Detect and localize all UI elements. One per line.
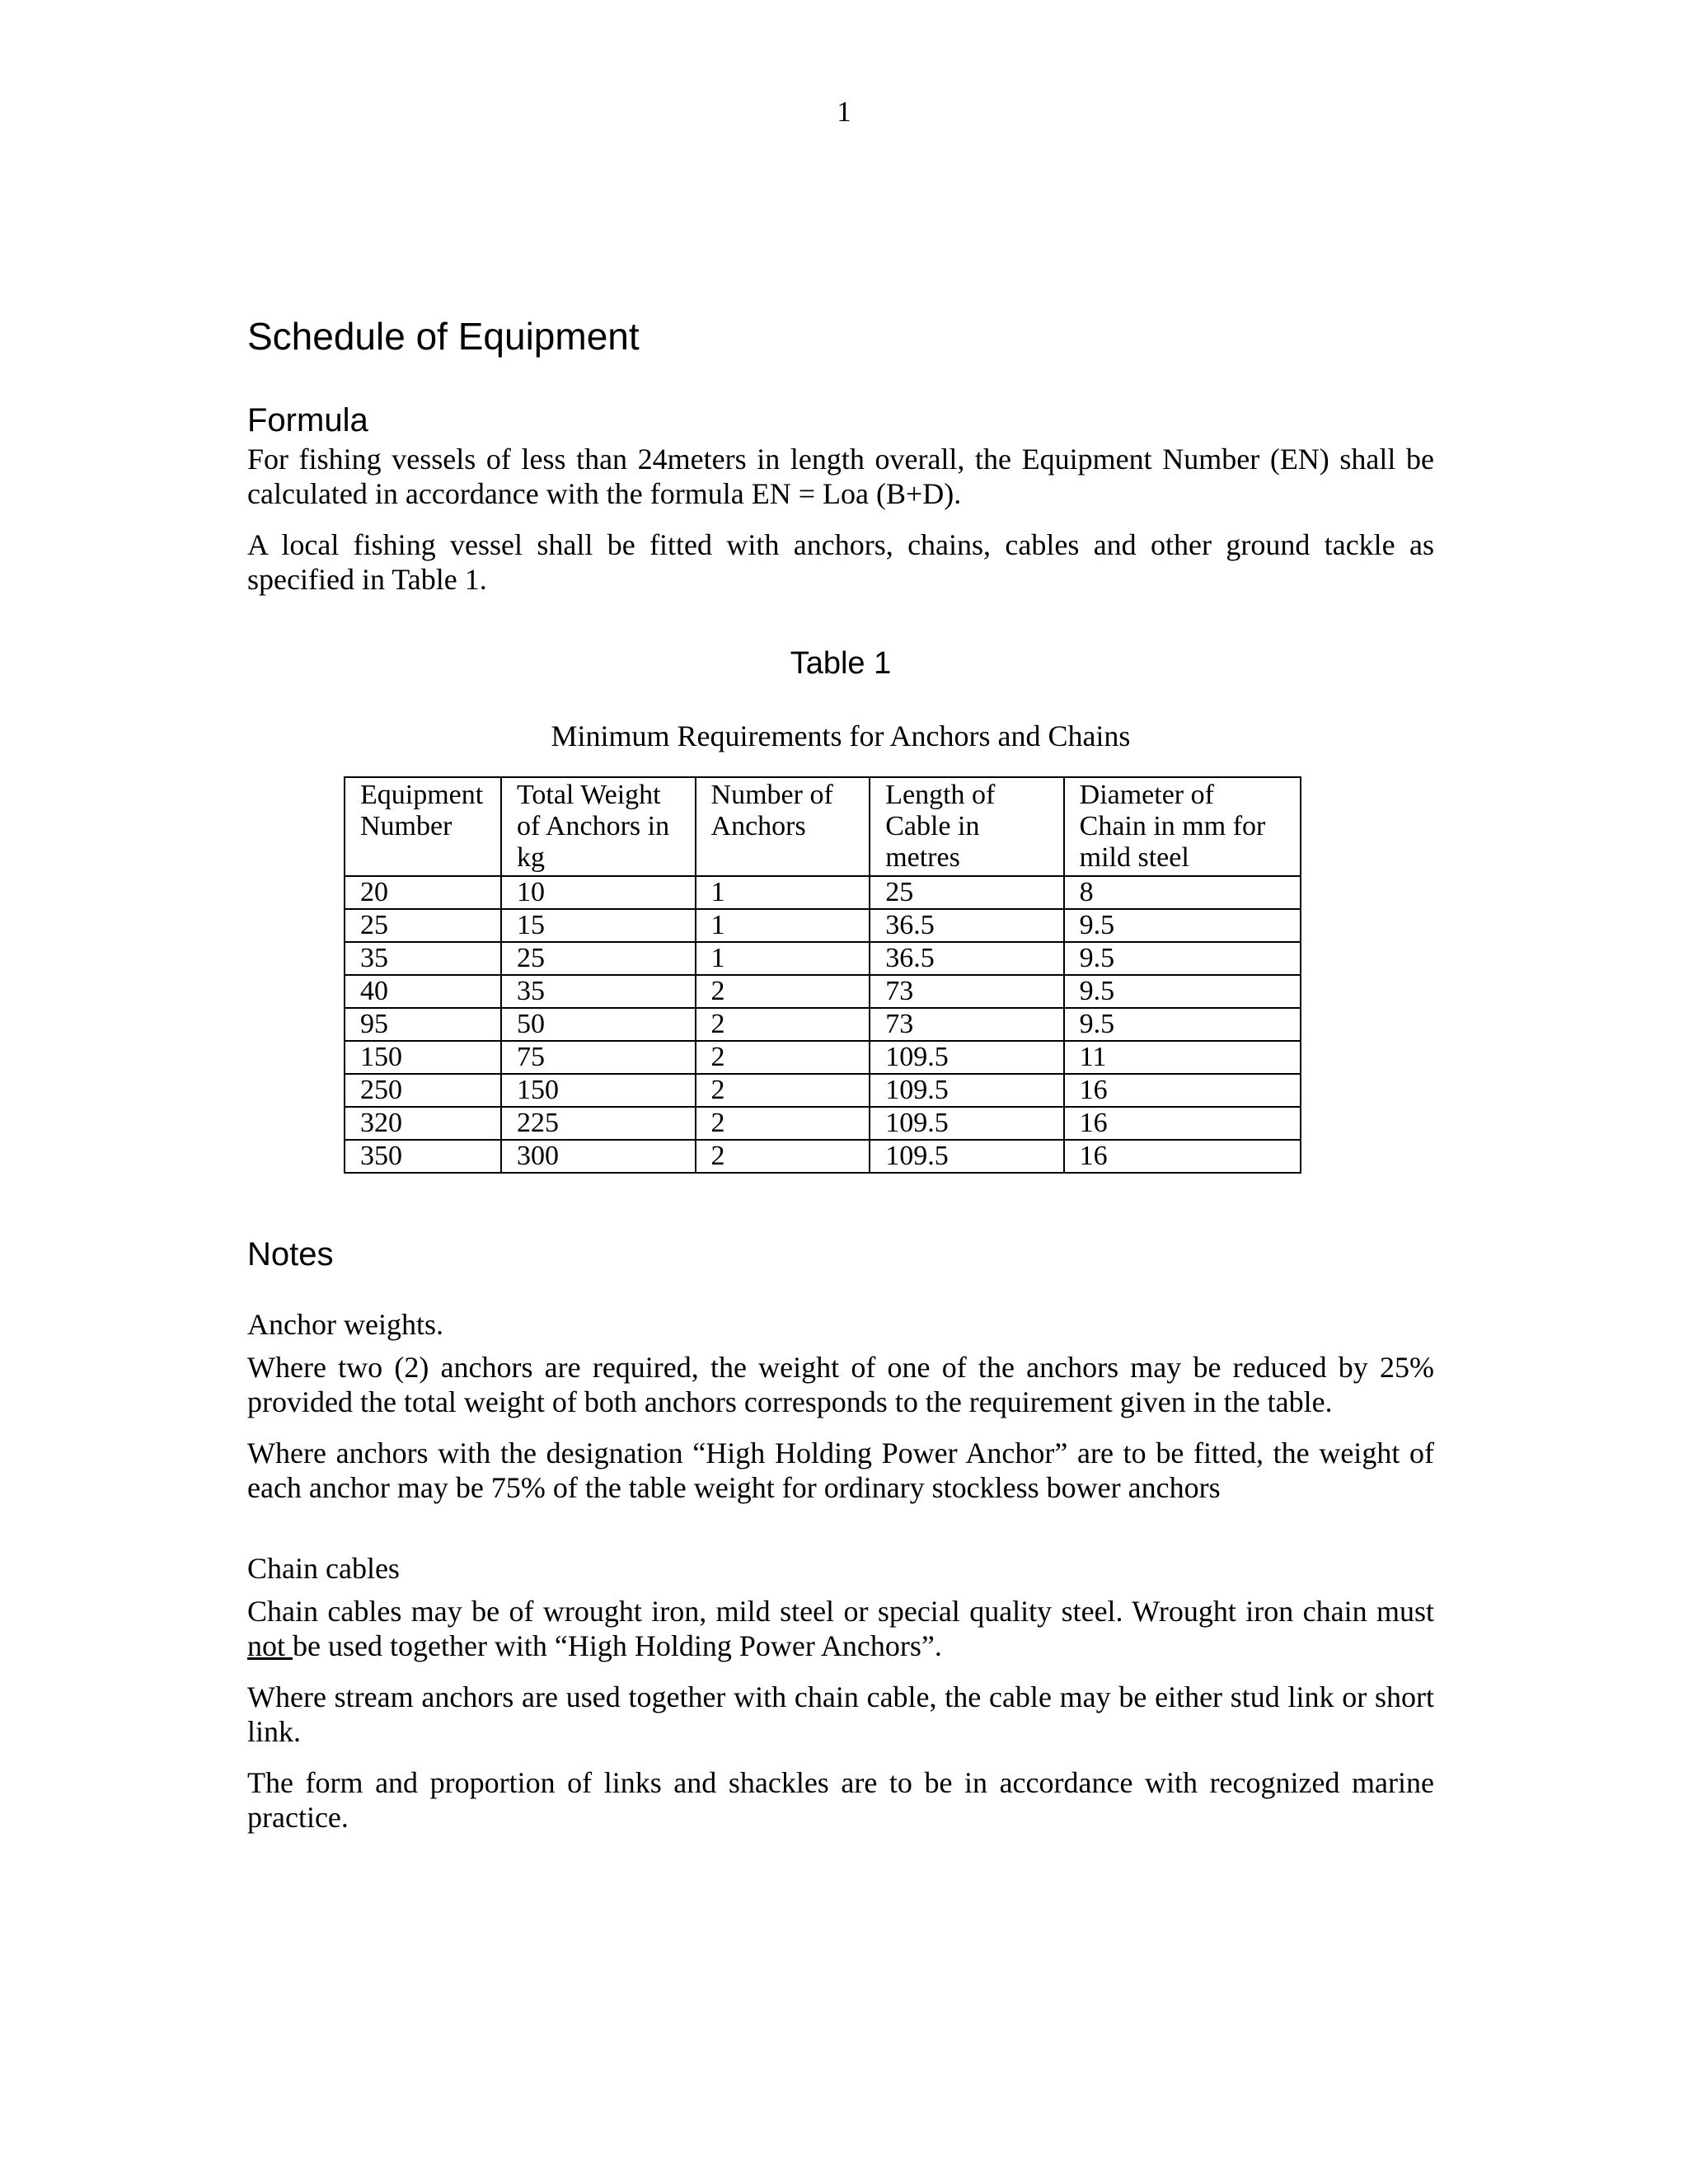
- formula-paragraph-2: A local fishing vessel shall be fitted with anchors, chains, cables and other ground tackle as specified in Table 1.: [247, 528, 1434, 596]
- chain-cables-text: Chain cables may be of wrought iron, mild steel or special quality steel. Wrought iron chain must: [247, 1595, 1434, 1628]
- column-header: Total Weight of Anchors in kg: [501, 777, 696, 876]
- table-row: [345, 1107, 1301, 1140]
- table-cell: 300: [501, 1140, 696, 1173]
- table-cell: 150: [501, 1074, 696, 1107]
- chain-cables-paragraph-2: Where stream anchors are used together with chain cable, the cable may be either stud link or short link.: [247, 1680, 1434, 1748]
- table-cell: 35: [345, 942, 501, 975]
- notes-heading: Notes: [247, 1236, 334, 1272]
- table-cell: 2: [696, 1140, 870, 1173]
- table-row: [345, 876, 1301, 909]
- table-cell: 10: [501, 876, 696, 909]
- table-cell: 350: [345, 1140, 501, 1173]
- table-cell: 11: [1064, 1041, 1301, 1074]
- table-cell: 109.5: [870, 1041, 1063, 1074]
- table-cell: 1: [696, 942, 870, 975]
- chain-cables-text: be used together with “High Holding Power Anchors”.: [293, 1629, 942, 1662]
- table-cell: 9.5: [1064, 942, 1301, 975]
- table-caption: Minimum Requirements for Anchors and Chains: [551, 719, 1131, 752]
- table-cell: 109.5: [870, 1140, 1063, 1173]
- table-cell: 15: [501, 909, 696, 942]
- table-cell: 109.5: [870, 1107, 1063, 1140]
- anchor-weights-paragraph-2: Where anchors with the designation “High Holding Power Anchor” are to be fitted, the weight of each anchor may be 75% of the table weight for ordinary stockless bower anchors: [247, 1436, 1434, 1504]
- table-cell: 36.5: [870, 909, 1063, 942]
- table-row: [345, 1008, 1301, 1041]
- column-header: Number of Anchors: [696, 777, 870, 876]
- table-cell: 2: [696, 1074, 870, 1107]
- table-cell: 16: [1064, 1074, 1301, 1107]
- table-cell: 150: [345, 1041, 501, 1074]
- table-cell: 320: [345, 1107, 501, 1140]
- table-row: [345, 909, 1301, 942]
- section-gap: [247, 1521, 1434, 1551]
- table-row: [345, 1074, 1301, 1107]
- table-cell: 1: [696, 876, 870, 909]
- table-cell: 73: [870, 1008, 1063, 1041]
- page-number: 1: [837, 96, 851, 128]
- table-cell: 73: [870, 975, 1063, 1008]
- chain-cables-subheading: Chain cables: [247, 1552, 400, 1585]
- table-cell: 25: [345, 909, 501, 942]
- table-cell: 25: [501, 942, 696, 975]
- table-cell: 9.5: [1064, 1008, 1301, 1041]
- table-cell: 109.5: [870, 1074, 1063, 1107]
- table-cell: 40: [345, 975, 501, 1008]
- table-cell: 2: [696, 1008, 870, 1041]
- table-cell: 2: [696, 1041, 870, 1074]
- table-cell: 9.5: [1064, 975, 1301, 1008]
- table-cell: 75: [501, 1041, 696, 1074]
- table-cell: 9.5: [1064, 909, 1301, 942]
- table-cell: 95: [345, 1008, 501, 1041]
- anchor-chain-requirements-table: [344, 776, 1301, 1174]
- table-cell: 50: [501, 1008, 696, 1041]
- page-title: Schedule of Equipment: [247, 315, 640, 358]
- chain-cables-paragraph-1: [247, 1594, 1434, 1663]
- table-cell: 8: [1064, 876, 1301, 909]
- table-cell: 2: [696, 975, 870, 1008]
- table-cell: 25: [870, 876, 1063, 909]
- table-cell: 2: [696, 1107, 870, 1140]
- anchor-weights-paragraph-1: Where two (2) anchors are required, the weight of one of the anchors may be reduced by 25% provided the total weight of both anchors corresponds to the requirement given in the table.: [247, 1351, 1434, 1418]
- underlined-not: not: [247, 1629, 293, 1662]
- table-cell: 16: [1064, 1107, 1301, 1140]
- column-header: Diameter of Chain in mm for mild steel: [1064, 777, 1301, 876]
- table-cell: 36.5: [870, 942, 1063, 975]
- table-cell: 16: [1064, 1140, 1301, 1173]
- formula-heading: Formula: [247, 402, 368, 438]
- table-row: [345, 1041, 1301, 1074]
- table-row: [345, 1140, 1301, 1173]
- anchor-weights-subheading: Anchor weights.: [247, 1308, 443, 1341]
- table-row: [345, 942, 1301, 975]
- table-cell: 20: [345, 876, 501, 909]
- table-cell: 250: [345, 1074, 501, 1107]
- table-cell: 35: [501, 975, 696, 1008]
- table-cell: 1: [696, 909, 870, 942]
- table-header-row: [345, 777, 1301, 876]
- column-header: Equipment Number: [345, 777, 501, 876]
- column-header: Length of Cable in metres: [870, 777, 1063, 876]
- table-cell: 225: [501, 1107, 696, 1140]
- formula-paragraph-1: For fishing vessels of less than 24meters in length overall, the Equipment Number (EN) shall be calculated in accordance with the formula EN = Loa (B+D).: [247, 443, 1434, 510]
- table-row: [345, 975, 1301, 1008]
- table-title: Table 1: [790, 646, 892, 681]
- document-body: [247, 313, 1434, 1851]
- chain-cables-paragraph-3: The form and proportion of links and shackles are to be in accordance with recognized marine practice.: [247, 1766, 1434, 1834]
